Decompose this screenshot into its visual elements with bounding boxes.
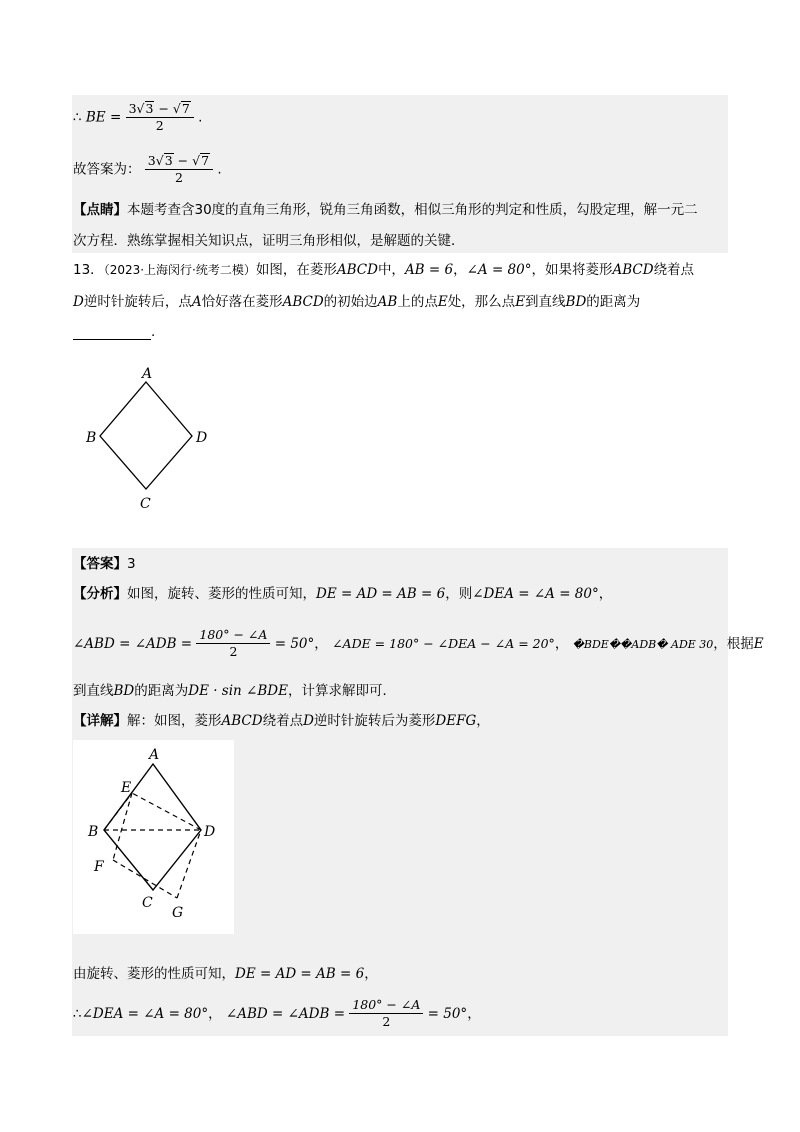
answer-fraction: $\frac{3√3 - √7}{2}$ bbox=[145, 153, 213, 186]
problem-line-1: 13．（2023·上海闵行·统考二模）如图，在菱形ABCD中，AB = 6，∠A = 80°，如果将菱形ABCD绕着点 bbox=[73, 262, 695, 278]
be-lhs: BE = bbox=[85, 109, 122, 126]
after-fraction: $\frac{180^\circ - \angle A}{2}$ bbox=[349, 998, 423, 1030]
rhombus-abcd bbox=[100, 382, 192, 489]
label-c: C bbox=[142, 895, 153, 911]
problem-number: 13． bbox=[73, 262, 104, 278]
be-fraction: $\frac{3√3 - √7}{2}$ bbox=[126, 101, 194, 134]
comment-line-2: 次方程．熟练掌握相关知识点，证明三角形相似，是解题的关键． bbox=[73, 233, 465, 249]
label-d: D bbox=[196, 430, 208, 446]
analysis-tag: 【分析】 bbox=[73, 586, 127, 602]
rhombus-figure bbox=[80, 362, 220, 522]
problem-line-2: D逆时针旋转后，点A恰好落在菱形ABCD的初始边AB上的点E处，那么点E到直线BD的距离为 bbox=[73, 294, 641, 310]
answer-line: 故答案为： $\frac{3√3 - √7}{2}$ . bbox=[73, 153, 222, 186]
segment-ef bbox=[113, 793, 132, 860]
label-e: E bbox=[121, 780, 132, 796]
label-d: D bbox=[204, 824, 216, 840]
label-g: G bbox=[172, 905, 184, 921]
answer-row bbox=[73, 556, 136, 572]
comment-line-1: 【点睛】本题考查含30度的直角三角形，锐角三角函数，相似三角形的判定和性质，勾股定理，解一元二 bbox=[73, 202, 698, 218]
segment-de bbox=[132, 793, 201, 830]
detail-line-1: 【详解】解：如图，菱形ABCD绕着点D逆时针旋转后为菱形DEFG， bbox=[73, 713, 490, 729]
garbled-formula: �BDE��ADB� ADE 30 bbox=[572, 637, 714, 651]
answer-blank bbox=[73, 325, 151, 340]
analysis-fraction: $\frac{180^\circ - \angle A}{2}$ bbox=[196, 628, 270, 660]
comment-tag: 【点睛】 bbox=[73, 202, 127, 218]
detail-tag: 【详解】 bbox=[73, 713, 127, 729]
problem-source: （2023·上海闵行·统考二模） bbox=[103, 263, 256, 277]
label-a: A bbox=[142, 366, 153, 382]
segment-gd bbox=[177, 830, 201, 898]
label-a: A bbox=[149, 747, 160, 763]
label-f: F bbox=[94, 859, 104, 875]
therefore-symbol: ∴ bbox=[73, 109, 82, 126]
therefore-symbol: ∴ bbox=[73, 1005, 82, 1022]
analysis-line-1: 【分析】如图，旋转、菱形的性质可知，DE = AD = AB = 6，则∠DEA = ∠A = 80°， bbox=[73, 586, 613, 602]
answer-value: 3 bbox=[127, 556, 136, 572]
label-c: C bbox=[140, 496, 151, 512]
be-result-line: ∴ BE = $\frac{3√3 - √7}{2}$ . bbox=[73, 101, 203, 134]
analysis-line-3: 到直线BD的距离为DE · sin ∠BDE，计算求解即可． bbox=[73, 683, 396, 699]
label-b: B bbox=[86, 430, 97, 446]
answer-tag: 【答案】 bbox=[73, 556, 127, 572]
problem-line-3: . bbox=[73, 324, 155, 340]
analysis-line-2: ∠ABD = ∠ADB = $\frac{180^\circ - \angle A}{2}$ = 50°， ∠ADE = 180° − ∠DEA − ∠A = 20°， �BDE��ADB� ADE 30，根据E bbox=[73, 627, 764, 660]
after-line-1: 由旋转、菱形的性质可知，DE = AD = AB = 6， bbox=[73, 966, 378, 982]
rotation-figure bbox=[73, 740, 234, 934]
segment-fg bbox=[113, 860, 177, 898]
after-line-2: ∴∠DEA = ∠A = 80°， ∠ABD = ∠ADB = $\frac{180^\circ - \angle A}{2}$ = 50°， bbox=[73, 997, 481, 1030]
answer-label: 故答案为： bbox=[73, 161, 141, 178]
label-b: B bbox=[88, 824, 99, 840]
